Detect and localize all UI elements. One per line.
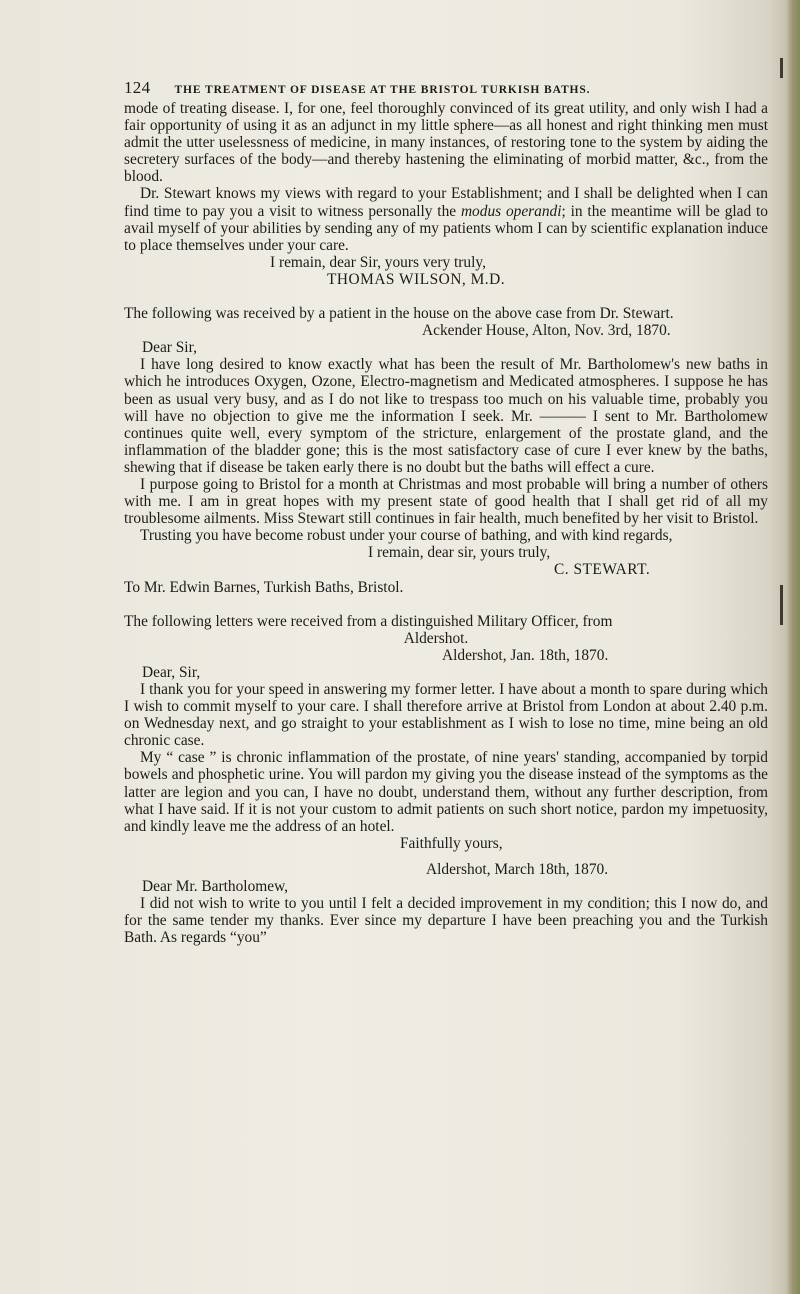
- running-title: THE TREATMENT OF DISEASE AT THE BRISTOL TURKISH BATHS.: [174, 84, 591, 96]
- section-gap: [124, 596, 768, 613]
- wilson-letter: [124, 100, 768, 288]
- letter1-closing: Faithfully yours,: [400, 834, 503, 852]
- aldershot-intro-line-2: Aldershot.: [403, 629, 469, 647]
- stewart-letter: [124, 305, 768, 596]
- letter-gap: [124, 852, 768, 861]
- page-edge-mark: [780, 58, 783, 78]
- wilson-closing: I remain, dear Sir, yours very truly,: [270, 253, 486, 271]
- stewart-signature: C. STEWART.: [554, 561, 651, 579]
- letter1-paragraph-2: My “ case ” is chronic inflammation of the prostate, of nine years' standing, accompanied by torpid bowels and phosphetic urine. You will pardon my giving you the disease instead of the symptoms as the latter are legion and you can, I have no doubt, understand them, without any further description, from what I have said. If it is not your custom to admit patients on such short notice, pardon my impetuosity, and kindly leave me the address of an hotel.: [124, 749, 768, 835]
- letter1-paragraph-1: I thank you for your speed in answering my former letter. I have about a month to spare during which I wish to commit myself to your care. I shall therefore arrive at Bristol from London at about 2.40 p.m. on Wednesday next, and go straight to your establishment as I wish to lose no time, mine being an old chronic case.: [124, 681, 768, 750]
- letter2-paragraph-1: I did not wish to write to you until I felt a decided improvement in my condition; this I now do, and for the same tender my thanks. Ever since my departure I have been preaching you and the Turkish Bath. As regards “you”: [124, 895, 768, 947]
- latin-phrase: modus operandi: [460, 202, 562, 220]
- stewart-intro: The following was received by a patient in the house on the above case from Dr. Stewart.: [124, 305, 674, 323]
- letter2-salutation: Dear Mr. Bartholomew,: [142, 878, 289, 896]
- aldershot-intro-line-1: The following letters were received from a distinguished Military Officer, from: [124, 612, 613, 630]
- letter1-salutation: Dear, Sir,: [142, 663, 201, 681]
- wilson-paragraph-1: mode of treating disease. I, for one, feel thoroughly convinced of its great utility, and only wish I had a fair opportunity of using it as an adjunct in my little sphere—as all honest and right thinking men must admit the utter uselessness of medicine, in many instances, of restoring tone to the system by aiding the secretery surfaces of the body—and thereby hastening the eliminating of morbid matter, &c., from the blood.: [124, 100, 768, 186]
- letter1-date: Aldershot, Jan. 18th, 1870.: [442, 646, 609, 664]
- section-gap: [124, 288, 768, 305]
- running-header: [124, 78, 764, 98]
- aldershot-letters: [124, 613, 768, 947]
- page-body: [124, 100, 768, 946]
- letter2-date: Aldershot, March 18th, 1870.: [426, 860, 609, 878]
- page-edge-shadow: [786, 0, 800, 1294]
- stewart-salutation: Dear Sir,: [142, 339, 197, 357]
- stewart-addressee: To Mr. Edwin Barnes, Turkish Baths, Bristol.: [124, 578, 404, 596]
- wilson-paragraph-2: Dr. Stewart knows my views with regard to your Establishment; and I shall be delighted when I can find time to pay you a visit to witness personally the modus operandi; in the meantime will be glad to avail myself of your abilities by sending any of my patients whom I can by scientific explanation induce to place themselves under your care.: [124, 185, 768, 254]
- stewart-paragraph-3: Trusting you have become robust under your course of bathing, and with kind regards,: [140, 527, 673, 545]
- page-edge-mark: [780, 585, 783, 625]
- wilson-signature: THOMAS WILSON, M.D.: [327, 270, 506, 288]
- stewart-address: Ackender House, Alton, Nov. 3rd, 1870.: [422, 322, 671, 340]
- stewart-paragraph-1: I have long desired to know exactly what has been the result of Mr. Bartholomew's new baths in which he introduces Oxygen, Ozone, Electro-magnetism and Medicated atmospheres. I suppose he has been as usual very busy, and as I do not like to trespass too much on his valuable time, probably you will have no objection to give me the information I seek. Mr. ——— I sent to Mr. Bartholomew continues quite well, every symptom of the stricture, enlargement of the prostate gland, and the inflammation of the bladder gone; this is the most satisfactory case of cure I ever knew by the baths, shewing that if disease be taken early there is no doubt but the baths will effect a cure.: [124, 356, 768, 476]
- stewart-paragraph-2: I purpose going to Bristol for a month at Christmas and most probable will bring a number of others with me. I am in great hopes with my present state of good health that I shall get rid of all my troublesome ailments. Miss Stewart still continues in fair health, much benefited by her visit to Bristol.: [124, 475, 768, 528]
- stewart-closing: I remain, dear sir, yours truly,: [368, 544, 551, 562]
- page-number: 124: [124, 78, 151, 97]
